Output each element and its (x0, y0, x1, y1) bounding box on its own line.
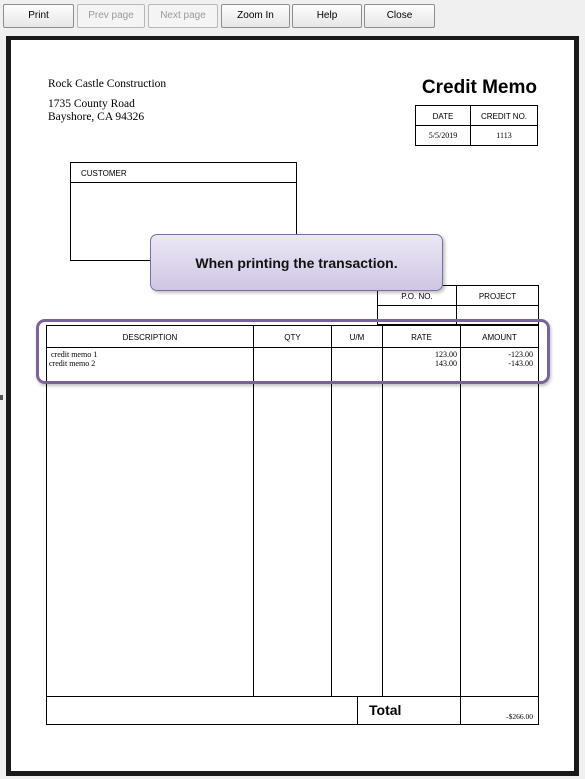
col-header-um: U/M (349, 333, 365, 342)
project-header: PROJECT (478, 292, 517, 301)
row2-rate: 143.00 (435, 359, 457, 368)
row1-amount: -123.00 (508, 350, 533, 359)
total-value: -$266.00 (506, 712, 533, 721)
po-header: P.O. NO. (401, 292, 433, 301)
print-preview-toolbar (0, 0, 585, 32)
help-button[interactable]: Help (292, 4, 362, 28)
col-header-qty: QTY (284, 333, 301, 342)
col-header-rate: RATE (411, 333, 432, 342)
col-header-amount: AMOUNT (482, 333, 517, 342)
zoom-in-button[interactable]: Zoom In (221, 4, 290, 28)
credit-no-header: CREDIT NO. (480, 112, 528, 121)
preview-page[interactable] (11, 40, 574, 771)
col-header-description: DESCRIPTION (122, 333, 178, 342)
row1-description: credit memo 1 (51, 350, 98, 359)
tutorial-callout (150, 234, 443, 291)
row2-description: credit memo 2 (49, 359, 96, 368)
credit-no-value: 1113 (496, 131, 512, 140)
window-edge-mark (0, 395, 3, 400)
date-header: DATE (432, 112, 454, 121)
prev-page-button[interactable]: Prev page (77, 4, 145, 28)
print-button[interactable]: Print (3, 4, 74, 28)
company-name: Rock Castle Construction (48, 78, 167, 90)
total-label: Total (369, 702, 402, 718)
company-address-line2: Bayshore, CA 94326 (48, 111, 145, 123)
document-title: Credit Memo (421, 77, 537, 98)
company-address-line1: 1735 County Road (48, 98, 135, 110)
row2-amount: -143.00 (508, 359, 533, 368)
close-button[interactable]: Close (364, 4, 435, 28)
row1-rate: 123.00 (435, 350, 457, 359)
line-items-table (46, 325, 539, 725)
line-items-highlight (36, 319, 550, 384)
next-page-button[interactable]: Next page (148, 4, 218, 28)
customer-header: CUSTOMER (81, 169, 127, 178)
callout-text: When printing the transaction. (195, 254, 398, 271)
date-credit-box (415, 105, 538, 146)
date-value: 5/5/2019 (428, 131, 458, 140)
